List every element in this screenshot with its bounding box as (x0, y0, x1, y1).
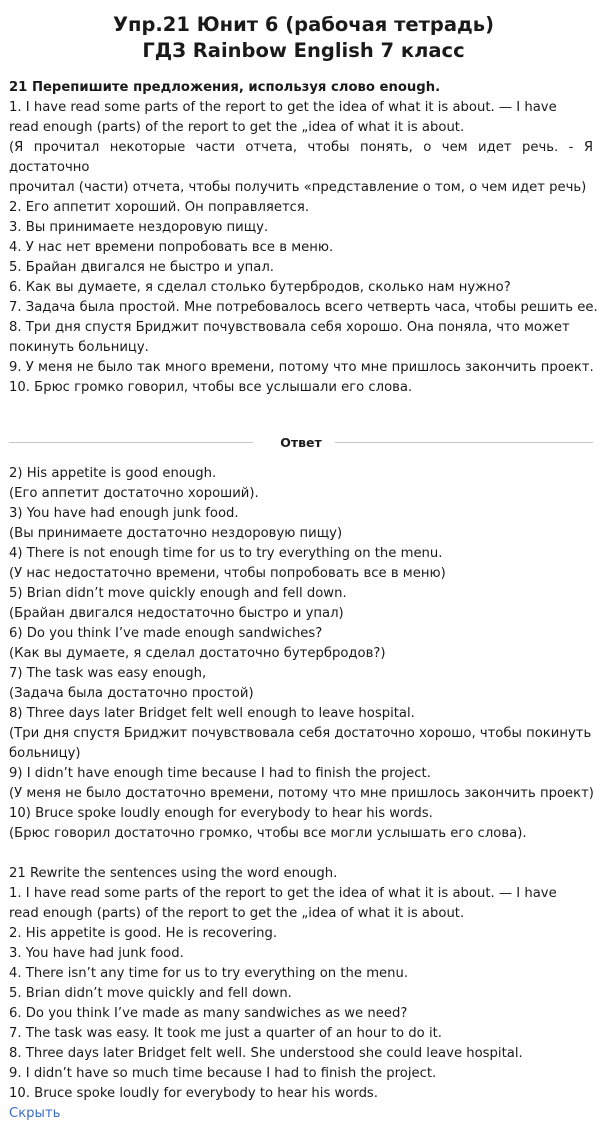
answer-line: (Брайан двигался недостаточно быстро и упал) (9, 606, 344, 621)
original-line: 10. Bruce spoke loudly for everybody to hear his words. (9, 1086, 378, 1101)
answer-label: Ответ (280, 435, 322, 450)
task-line: 7. Задача была простой. Мне потребовалось всего четверть часа, чтобы решить ее. (9, 300, 598, 315)
task-line: покинуть больницу. (9, 340, 149, 355)
task-line: 5. Брайан двигался не быстро и упал. (9, 260, 274, 275)
original-line: 6. Do you think I’ve made as many sandwiches as we need? (9, 1006, 408, 1021)
original-line: 2. His appetite is good. He is recovering. (9, 926, 278, 941)
original-line: 8. Three days later Bridget felt well. She understood she could leave hospital. (9, 1046, 523, 1061)
answer-line: (Задача была достаточно простой) (9, 686, 254, 701)
answer-line: 9) I didn’t have enough time because I had to finish the project. (9, 766, 431, 781)
page-title: Упр.21 Юнит 6 (рабочая тетрадь) (112, 13, 495, 36)
answer-line: 4) There is not enough time for us to try everything on the menu. (9, 546, 443, 561)
answer-line: (Его аппетит достаточно хороший). (9, 486, 259, 501)
answers-block (9, 464, 593, 844)
hide-link[interactable]: Скрыть (9, 1106, 61, 1121)
task-line: 9. У меня не было так много времени, потому что мне пришлось закончить проект. (9, 360, 594, 375)
answer-line: 5) Brian didn’t move quickly enough and fell down. (9, 586, 347, 601)
answer-line: (Брюс говорил достаточно громко, чтобы все могли услышать его слова). (9, 826, 527, 841)
task-line: read enough (parts) of the report to get the „idea of what it is about. (9, 120, 465, 135)
page-subtitle: ГДЗ Rainbow English 7 класс (142, 39, 465, 62)
original-line: 9. I didn’t have so much time because I had to finish the project. (9, 1066, 437, 1081)
original-line: 4. There isn’t any time for us to try everything on the menu. (9, 966, 409, 981)
task-block (9, 78, 598, 398)
answer-line: 3) You have had enough junk food. (9, 506, 239, 521)
original-line: 3. You have had junk food. (9, 946, 184, 961)
answer-line: 10) Bruce spoke loudly enough for everybody to hear his words. (9, 806, 433, 821)
task-line: 6. Как вы думаете, я сделал столько бутербродов, сколько нам нужно? (9, 280, 511, 295)
answer-line: (Как вы думаете, я сделал достаточно бутербродов?) (9, 646, 386, 661)
original-task-block (9, 864, 593, 1124)
answer-line: 2) His appetite is good enough. (9, 466, 217, 481)
answer-line: (Вы принимаете достаточно нездоровую пищу) (9, 526, 343, 541)
answer-line: больницу) (9, 746, 81, 761)
task-line: 10. Брюс громко говорил, чтобы все услышали его слова. (9, 380, 413, 395)
answer-line: 6) Do you think I’ve made enough sandwiches? (9, 626, 323, 641)
original-line: 1. I have read some parts of the report to get the idea of what it is about. — I have (9, 886, 557, 901)
answer-line: (У меня не было достаточно времени, потому что мне пришлось закончить проект) (9, 786, 594, 801)
original-heading: 21 Rewrite the sentences using the word enough. (9, 866, 338, 881)
task-line: прочитал (части) отчета, чтобы получить «представление о том, о чем идет речь) (9, 180, 587, 195)
task-line: 3. Вы принимаете нездоровую пищу. (9, 220, 269, 235)
task-line: 2. Его аппетит хороший. Он поправляется. (9, 200, 310, 215)
task-line: (Я прочитал некоторые части отчета, чтобы понять, о чем идет речь. - Я достаточно (9, 140, 593, 175)
original-line: 7. The task was easy. It took me just a quarter of an hour to do it. (9, 1026, 442, 1041)
answer-line: (Три дня спустя Бриджит почувствовала себя достаточно хорошо, чтобы покинуть (9, 726, 592, 741)
task-line: 4. У нас нет времени попробовать все в меню. (9, 240, 334, 255)
task-line: 1. I have read some parts of the report to get the idea of what it is about. — I have (9, 100, 557, 115)
answer-line: (У нас недостаточно времени, чтобы попробовать все в меню) (9, 566, 446, 581)
answer-line: 8) Three days later Bridget felt well enough to leave hospital. (9, 706, 415, 721)
task-heading: 21 Перепишите предложения, используя слово enough. (9, 80, 441, 95)
original-line: 5. Brian didn’t move quickly and fell down. (9, 986, 292, 1001)
original-line: read enough (parts) of the report to get the „idea of what it is about. (9, 906, 465, 921)
task-line: 8. Три дня спустя Бриджит почувствовала себя хорошо. Она поняла, что может (9, 320, 570, 335)
answer-line: 7) The task was easy enough, (9, 666, 207, 681)
